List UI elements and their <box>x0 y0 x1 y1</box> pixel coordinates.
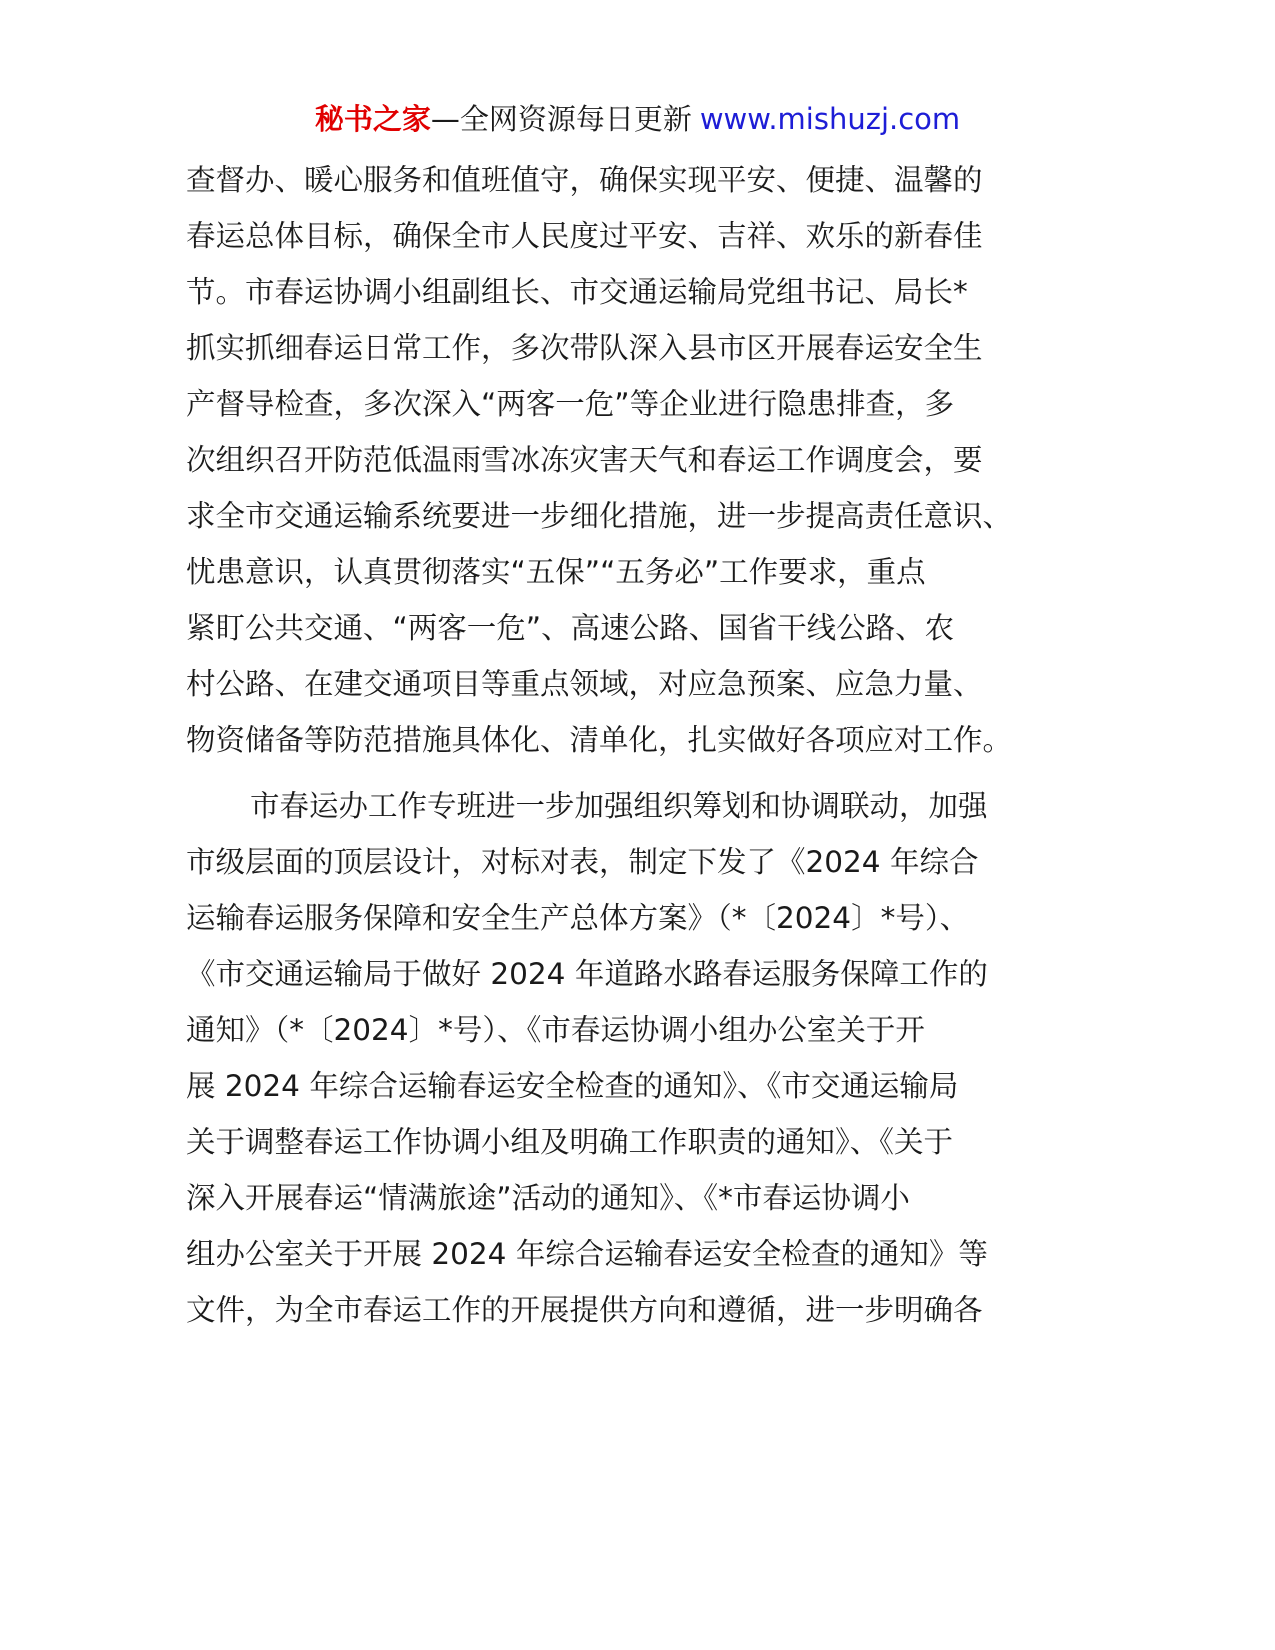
text-line: 文件，为全市春运工作的开展提供方向和遵循，进一步明确各 <box>186 1293 983 1327</box>
text-line: 深入开展春运“情满旅途”活动的通知》、《*市春运协调小 <box>186 1181 910 1215</box>
text-line: 忧患意识，认真贯彻落实“五保”“五务必”工作要求，重点 <box>186 555 926 589</box>
text-line: 次组织召开防范低温雨雪冰冻灾害天气和春运工作调度会，要 <box>186 443 983 477</box>
header-tagline: —全网资源每日更新 <box>430 102 692 136</box>
text-line: 市级层面的顶层设计，对标对表，制定下发了《2024 年综合 <box>186 845 979 879</box>
paragraph-1 <box>186 152 1086 768</box>
text-line: 通知》（*〔2024〕*号）、《市春运协调小组办公室关于开 <box>186 1013 925 1047</box>
text-line: 抓实抓细春运日常工作，多次带队深入县市区开展春运安全生 <box>186 331 983 365</box>
text-line: 春运总体目标，确保全市人民度过平安、吉祥、欢乐的新春佳 <box>186 219 983 253</box>
paragraph-spacer <box>186 768 1086 778</box>
text-line: 求全市交通运输系统要进一步细化措施，进一步提高责任意识、 <box>186 499 1013 533</box>
text-line: 村公路、在建交通项目等重点领域，对应急预案、应急力量、 <box>186 667 983 701</box>
text-line: 运输春运服务保障和安全生产总体方案》（*〔2024〕*号）、 <box>186 901 970 935</box>
text-line: 物资储备等防范措施具体化、清单化，扎实做好各项应对工作。 <box>186 723 1013 757</box>
paragraph-2 <box>186 778 1086 1338</box>
text-line-indented: 市春运办工作专班进一步加强组织筹划和协调联动，加强 <box>250 789 988 823</box>
text-line: 查督办、暖心服务和值班值守，确保实现平安、便捷、温馨的 <box>186 163 983 197</box>
text-line: 《市交通运输局于做好 2024 年道路水路春运服务保障工作的 <box>186 957 988 991</box>
text-line: 节。市春运协调小组副组长、市交通运输局党组书记、局长* <box>186 275 968 309</box>
brand-name: 秘书之家 <box>314 102 431 136</box>
site-url-link[interactable]: www.mishuzj.com <box>699 102 961 136</box>
text-line: 展 2024 年综合运输春运安全检查的通知》、《市交通运输局 <box>186 1069 959 1103</box>
text-line: 关于调整春运工作协调小组及明确工作职责的通知》、《关于 <box>186 1125 954 1159</box>
document-body <box>186 152 1086 1338</box>
text-line: 组办公室关于开展 2024 年综合运输春运安全检查的通知》等 <box>186 1237 988 1271</box>
text-line: 产督导检查，多次深入“两客一危”等企业进行隐患排查，多 <box>186 387 955 421</box>
text-line: 紧盯公共交通、“两客一危”、高速公路、国省干线公路、农 <box>186 611 955 645</box>
page-header <box>0 98 1275 140</box>
